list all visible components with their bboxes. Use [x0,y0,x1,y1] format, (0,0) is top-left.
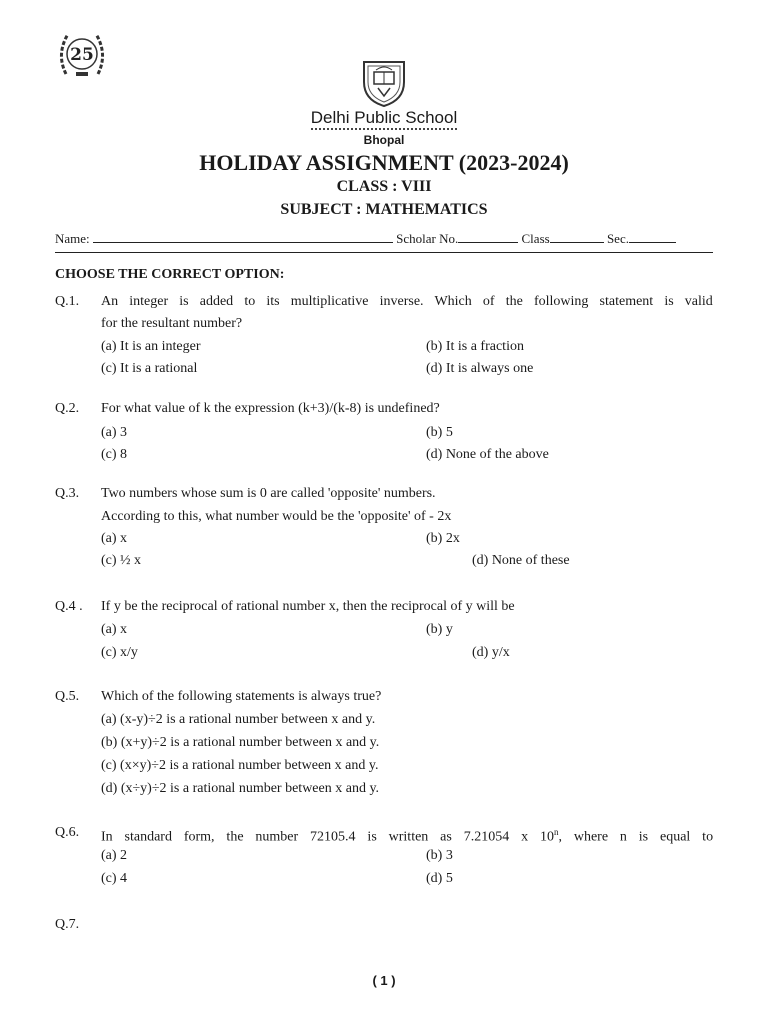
option-b: (b) (x+y)÷2 is a rational number between x and y. [101,735,380,750]
name-label: Name: [55,231,90,246]
sec-label: Sec. [606,231,629,246]
question-number: Q.2. [55,401,80,416]
option-b: (b) y [426,622,453,637]
option-d: (d) It is always one [426,361,534,376]
option-b: (b) 5 [426,425,453,440]
question-text: According to this, what number would be the 'opposite' of - 2x [101,509,452,524]
header-rule [55,252,713,253]
option-d: (d) (x÷y)÷2 is a rational number between x and y. [101,781,380,796]
option-b: (b) 2x [426,531,460,546]
option-c: (c) x/y [101,645,138,660]
question-number: Q.4 . [55,599,83,614]
question-text: for the resultant number? [101,316,243,331]
option-a: (a) x [101,622,128,637]
option-c: (c) ½ x [101,553,142,568]
option-a: (a) (x-y)÷2 is a rational number between x and y. [101,712,376,727]
subject-line: SUBJECT : MATHEMATICS [280,201,488,218]
question-text: Which of the following statements is always true? [101,689,382,704]
option-d: (d) None of the above [426,447,549,462]
question-text: In standard form, the number 72105.4 is written as 7.21054 x 10$^n$, where n is equal to [101,827,714,845]
option-d: (d) y/x [472,645,510,660]
option-a: (a) 2 [101,848,128,863]
question-number: Q.3. [55,486,80,501]
option-b: (b) It is a fraction [426,339,524,354]
option-c: (c) 8 [101,447,128,462]
assignment-title: HOLIDAY ASSIGNMENT (2023-2024) [199,150,569,175]
option-d: (d) 5 [426,871,453,886]
school-crest [352,56,416,108]
option-d: (d) None of these [472,553,570,568]
name-field[interactable] [93,231,393,243]
section-heading: CHOOSE THE CORRECT OPTION: [55,267,285,282]
jubilee-logo [52,24,112,84]
option-c: (c) (x×y)÷2 is a rational number between x and y. [101,758,379,773]
question-text: An integer is added to its multiplicative inverse. Which of the following statement is valid [101,294,713,309]
question-number: Q.5. [55,689,80,704]
question-text: For what value of k the expression (k+3)/(k-8) is undefined? [101,401,440,416]
question-number: Q.1. [55,294,80,309]
option-b: (b) 3 [426,848,453,863]
sec-field[interactable] [629,231,676,243]
student-info-line [55,231,713,247]
question-text: Two numbers whose sum is 0 are called 'opposite' numbers. [101,486,436,501]
page-number: ( 1 ) [372,973,396,988]
option-a: (a) 3 [101,425,128,440]
question-number: Q.6. [55,825,80,840]
school-city: Bhopal [363,133,405,147]
option-a: (a) It is an integer [101,339,201,354]
scholar-field[interactable] [458,231,518,243]
jubilee-number: 25 [70,45,94,65]
question-text: If y be the reciprocal of rational number x, then the reciprocal of y will be [101,599,515,614]
class-label: Class [521,231,550,246]
class-field[interactable] [550,231,604,243]
question-number: Q.7. [55,917,80,932]
option-a: (a) x [101,531,128,546]
option-c: (c) It is a rational [101,361,198,376]
option-c: (c) 4 [101,871,128,886]
school-name: Delhi Public School [0,108,768,128]
class-line: CLASS : VIII [336,178,432,195]
scholar-label: Scholar No. [396,231,459,246]
